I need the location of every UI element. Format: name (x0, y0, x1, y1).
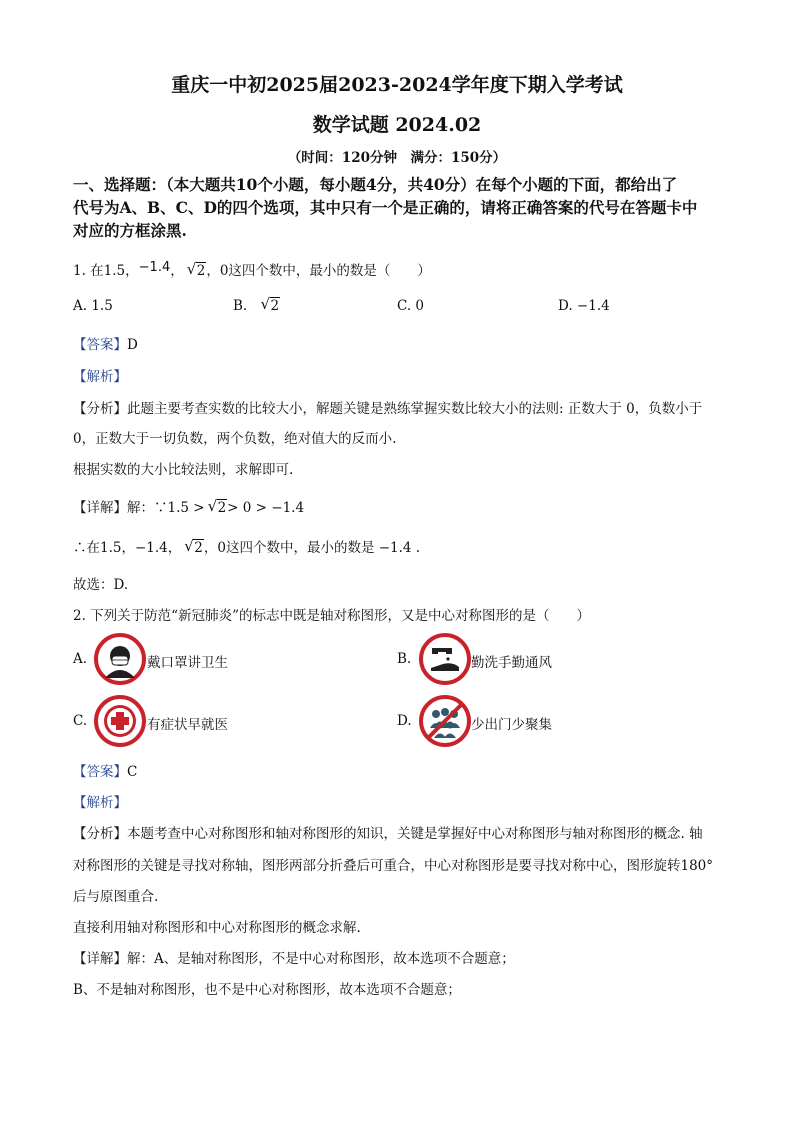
section-instructions-line2: 代号为A、B、C、D的四个选项，其中只有一个是正确的，请将正确答案的代号在答题卡中 (73, 198, 698, 217)
q2-detail-line1: 【详解】解：A、是轴对称图形，不是中心对称图形，故本选项不合题意； (73, 951, 515, 967)
page-subtitle: 数学试题 2024.02 (312, 114, 482, 136)
q2-fenxi-line4: 直接利用轴对称图形和中心对称图形的概念求解. (73, 920, 361, 936)
section-instructions-line1: 一、选择题：（本大题共10个小题，每小题4分，共40分）在每个小题的下面，都给出了 (73, 175, 678, 194)
q2-fenxi-line2: 对称图形的关键是寻找对称轴，图形两部分折叠后可重合，中心对称图形是要寻找对称中心，图形旋转180° (73, 858, 714, 874)
q1-answer: 【答案】D (73, 337, 138, 353)
q2-analysis-tag: 【解析】 (73, 795, 127, 811)
mask-icon (93, 632, 147, 686)
q2-option-c-letter: C. (73, 713, 88, 729)
q2-option-a-label: 戴口罩讲卫生 (147, 655, 228, 671)
q2-stem: 2. 下列关于防范“新冠肺炎”的标志中既是轴对称图形，又是中心对称图形的是（ ） (73, 608, 590, 624)
q2-option-d-letter: D. (397, 713, 412, 729)
q1-fenxi-line2: 0，正数大于一切负数，两个负数，绝对值大的反而小. (73, 431, 397, 447)
q2-option-a-letter: A. (73, 651, 88, 667)
time-info: （时间：120分钟 满分：150分） (287, 150, 507, 166)
no-gathering-icon (418, 694, 472, 748)
q2-option-d-label: 少出门少聚集 (471, 717, 552, 733)
q1-option-a: A. 1.5 (73, 298, 113, 314)
q1-option-d: D. −1.4 (558, 298, 610, 314)
q2-option-c-label: 有症状早就医 (147, 717, 228, 733)
q1-fenxi-line1: 【分析】此题主要考查实数的比较大小，解题关键是熟练掌握实数比较大小的法则: 正数大于 0，负数小于 (73, 401, 703, 417)
q2-fenxi-line1: 【分析】本题考查中心对称图形和轴对称图形的知识，关键是掌握好中心对称图形与轴对称图形的概念. 轴 (73, 826, 703, 842)
q2-answer: 【答案】C (73, 764, 138, 780)
handwash-icon (418, 632, 472, 686)
q1-conclusion: ∴在1.5，−1.4，√ 2，0这四个数中，最小的数是 −1.4 . (73, 536, 420, 556)
q1-option-c: C. 0 (397, 298, 425, 314)
q1-fenxi-line3: 根据实数的大小比较法则，求解即可. (73, 462, 294, 478)
q1-detail: 【详解】解：∵1.5 >√ 2> 0 > −1.4 (73, 496, 304, 516)
q2-fenxi-line3: 后与原图重合. (73, 889, 159, 905)
page-title: 重庆一中初2025届2023-2024学年度下期入学考试 (171, 74, 623, 96)
q2-option-b-letter: B. (397, 651, 412, 667)
q1-analysis-tag: 【解析】 (73, 369, 127, 385)
medical-cross-icon (93, 694, 147, 748)
q2-option-b-label: 勤洗手勤通风 (471, 655, 552, 671)
q2-detail-line2: B、不是轴对称图形，也不是中心对称图形，故本选项不合题意； (73, 982, 461, 998)
q1-choice: 故选：D. (73, 577, 129, 593)
section-instructions-line3: 对应的方框涂黑. (73, 221, 187, 240)
q1-stem: 1. 在1.5，−1.4，√ 2，0这四个数中，最小的数是（ ） (73, 259, 431, 279)
q1-option-b: B. √ 2 (233, 298, 280, 314)
